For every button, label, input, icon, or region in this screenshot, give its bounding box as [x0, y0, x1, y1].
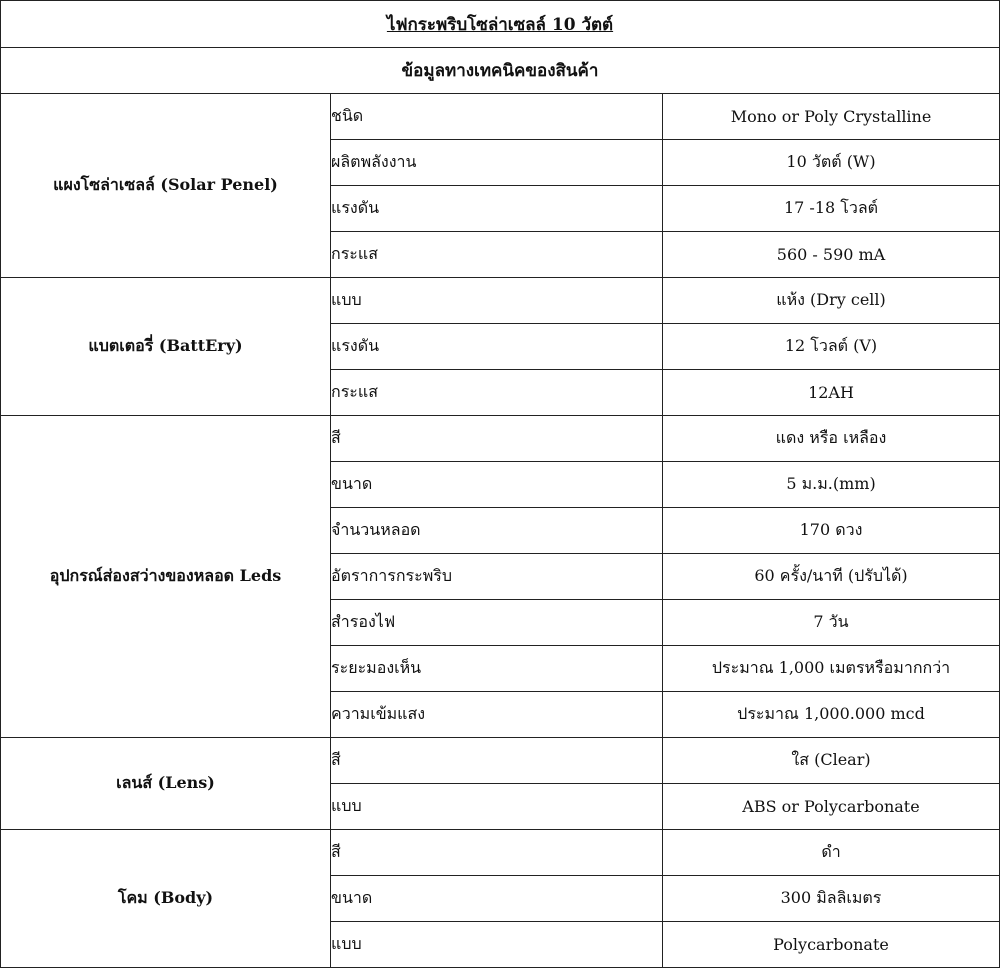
value-cell: 5 ม.ม.(mm)	[663, 462, 1000, 508]
property-cell: กระแส	[331, 232, 663, 278]
table-row	[1, 416, 1000, 462]
value-cell: 12AH	[663, 370, 1000, 416]
table-row	[1, 830, 1000, 876]
property-cell: กระแส	[331, 370, 663, 416]
property-cell: สำรองไฟ	[331, 600, 663, 646]
title-row	[1, 1, 1000, 48]
value-cell: แดง หรือ เหลือง	[663, 416, 1000, 462]
property-cell: ผลิตพลังงาน	[331, 140, 663, 186]
value-cell: 560 - 590 mA	[663, 232, 1000, 278]
value-cell: 60 ครั้ง/นาที (ปรับได้)	[663, 554, 1000, 600]
value-cell: 10 วัตต์ (W)	[663, 140, 1000, 186]
document-title	[1, 1, 1000, 48]
property-cell: สี	[331, 738, 663, 784]
value-cell: ABS or Polycarbonate	[663, 784, 1000, 830]
value-cell: 17 -18 โวลต์	[663, 186, 1000, 232]
group-label-body: โคม (Body)	[1, 830, 331, 968]
property-cell: ความเข้มแสง	[331, 692, 663, 738]
property-cell: แรงดัน	[331, 186, 663, 232]
property-cell: แรงดัน	[331, 324, 663, 370]
group-label-battery: แบตเตอรี่ (BattEry)	[1, 278, 331, 416]
value-cell: 12 โวลต์ (V)	[663, 324, 1000, 370]
property-cell: สี	[331, 416, 663, 462]
property-cell: แบบ	[331, 278, 663, 324]
property-cell: ระยะมองเห็น	[331, 646, 663, 692]
value-cell: 170 ดวง	[663, 508, 1000, 554]
property-cell: แบบ	[331, 922, 663, 968]
table-row	[1, 94, 1000, 140]
group-label-solar-panel: แผงโซล่าเซลล์ (Solar Penel)	[1, 94, 331, 278]
value-cell: Polycarbonate	[663, 922, 1000, 968]
value-cell: แห้ง (Dry cell)	[663, 278, 1000, 324]
value-cell: 300 มิลลิเมตร	[663, 876, 1000, 922]
subtitle-row	[1, 48, 1000, 94]
value-cell: ประมาณ 1,000 เมตรหรือมากกว่า	[663, 646, 1000, 692]
value-cell: 7 วัน	[663, 600, 1000, 646]
value-cell: ใส (Clear)	[663, 738, 1000, 784]
property-cell: ขนาด	[331, 462, 663, 508]
value-cell: Mono or Poly Crystalline	[663, 94, 1000, 140]
document-title-text: ไฟกระพริบโซล่าเซลล์ 10 วัตต์	[386, 14, 614, 35]
table-row	[1, 278, 1000, 324]
group-label-lens: เลนส์ (Lens)	[1, 738, 331, 830]
table-row	[1, 738, 1000, 784]
group-label-leds: อุปกรณ์ส่องสว่างของหลอด Leds	[1, 416, 331, 738]
value-cell: ดำ	[663, 830, 1000, 876]
property-cell: อัตราการกระพริบ	[331, 554, 663, 600]
property-cell: ชนิด	[331, 94, 663, 140]
value-cell: ประมาณ 1,000.000 mcd	[663, 692, 1000, 738]
property-cell: ขนาด	[331, 876, 663, 922]
property-cell: จำนวนหลอด	[331, 508, 663, 554]
section-heading: ข้อมูลทางเทคนิคของสินค้า	[1, 48, 1000, 94]
property-cell: แบบ	[331, 784, 663, 830]
property-cell: สี	[331, 830, 663, 876]
